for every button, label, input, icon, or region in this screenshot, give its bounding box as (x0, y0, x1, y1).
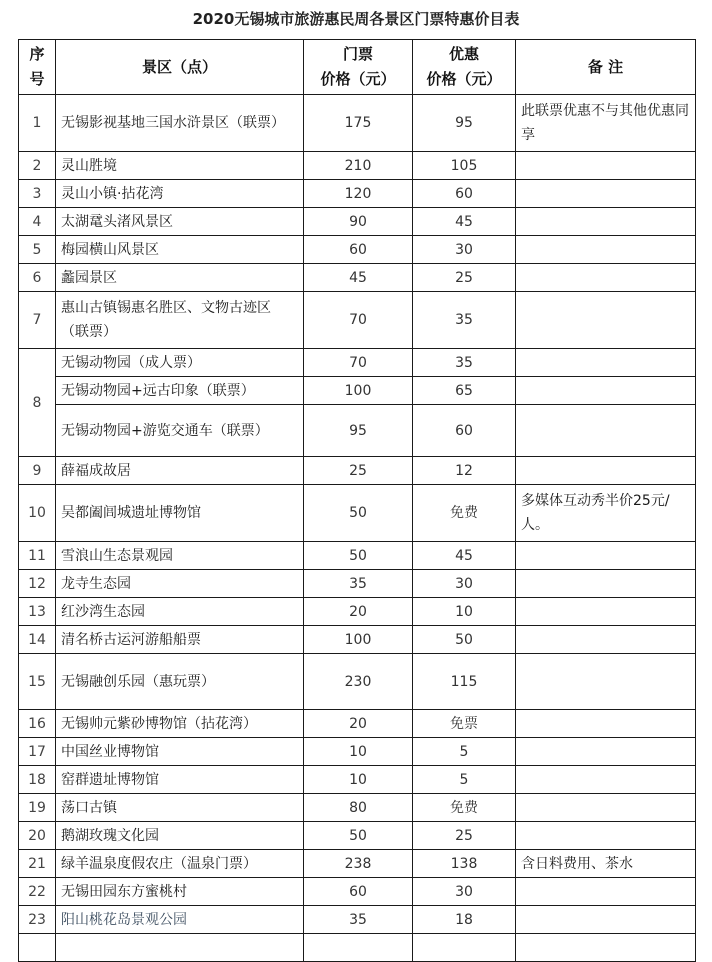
row-price: 45 (304, 264, 413, 292)
row-discount: 60 (413, 180, 516, 208)
row-discount: 25 (413, 822, 516, 850)
table-row (19, 457, 696, 485)
row-discount: 免票 (413, 710, 516, 738)
row-discount: 35 (413, 292, 516, 349)
table-row (19, 236, 696, 264)
row-discount: 5 (413, 738, 516, 766)
table-row (19, 292, 696, 349)
row-note: 此联票优惠不与其他优惠同享 (516, 95, 696, 152)
row-name: 中国丝业博物馆 (56, 738, 304, 766)
row-note (516, 794, 696, 822)
table-row (19, 180, 696, 208)
row-name: 无锡影视基地三国水浒景区（联票） (56, 95, 304, 152)
row-name: 雪浪山生态景观园 (56, 542, 304, 570)
table-row (19, 570, 696, 598)
row-index: 13 (19, 598, 56, 626)
row-name: 无锡帅元紫砂博物馆（拈花湾） (56, 710, 304, 738)
table-row (19, 850, 696, 878)
header-index: 序 号 (19, 40, 56, 95)
document-title: 2020无锡城市旅游惠民周各景区门票特惠价目表 (192, 10, 520, 28)
table-row (19, 906, 696, 934)
table-row (19, 405, 696, 457)
table-row-partial (19, 934, 696, 962)
row-index: 10 (19, 485, 56, 542)
row-note (516, 377, 696, 405)
row-name: 无锡田园东方蜜桃村 (56, 878, 304, 906)
row-name: 绿羊温泉度假农庄（温泉门票） (56, 850, 304, 878)
row-name: 薛福成故居 (56, 457, 304, 485)
row-price: 70 (304, 292, 413, 349)
row-note (516, 208, 696, 236)
row-discount: 138 (413, 850, 516, 878)
row-discount: 115 (413, 654, 516, 710)
row-note (516, 180, 696, 208)
row-discount: 10 (413, 598, 516, 626)
row-discount: 12 (413, 457, 516, 485)
row-note (516, 654, 696, 710)
row-name: 阳山桃花岛景观公园 (56, 906, 304, 934)
row-discount: 免费 (413, 794, 516, 822)
row-price: 60 (304, 236, 413, 264)
row-note (516, 457, 696, 485)
row-name: 龙寺生态园 (56, 570, 304, 598)
row-note (516, 236, 696, 264)
header-price: 门票 价格（元） (304, 40, 413, 95)
row-discount: 5 (413, 766, 516, 794)
row-name: 无锡融创乐园（惠玩票） (56, 654, 304, 710)
row-index: 22 (19, 878, 56, 906)
row-note (516, 598, 696, 626)
table-row (19, 626, 696, 654)
row-index: 6 (19, 264, 56, 292)
row-price: 20 (304, 710, 413, 738)
row-name: 惠山古镇锡惠名胜区、文物古迹区（联票） (56, 292, 304, 349)
header-name: 景区（点） (56, 40, 304, 95)
table-row (19, 766, 696, 794)
row-price: 120 (304, 180, 413, 208)
row-price: 230 (304, 654, 413, 710)
row-discount: 25 (413, 264, 516, 292)
row-index: 4 (19, 208, 56, 236)
row-note (516, 349, 696, 377)
row-note (516, 626, 696, 654)
row-name: 吴都阖闾城遗址博物馆 (56, 485, 304, 542)
row-price: 210 (304, 152, 413, 180)
row-name: 荡口古镇 (56, 794, 304, 822)
row-discount: 免费 (413, 485, 516, 542)
table-row (19, 377, 696, 405)
row-discount: 60 (413, 405, 516, 457)
row-note (516, 542, 696, 570)
table-row (19, 598, 696, 626)
table-row (19, 710, 696, 738)
row-index: 7 (19, 292, 56, 349)
row-name: 蠡园景区 (56, 264, 304, 292)
row-name: 灵山小镇·拈花湾 (56, 180, 304, 208)
row-price: 238 (304, 850, 413, 878)
row-discount: 18 (413, 906, 516, 934)
row-note (516, 152, 696, 180)
row-discount: 30 (413, 236, 516, 264)
row-price: 20 (304, 598, 413, 626)
row-note (516, 738, 696, 766)
row-note (516, 292, 696, 349)
row-index: 9 (19, 457, 56, 485)
row-discount: 95 (413, 95, 516, 152)
row-discount: 65 (413, 377, 516, 405)
row-index: 1 (19, 95, 56, 152)
table-row (19, 95, 696, 152)
row-discount: 45 (413, 208, 516, 236)
row-note: 多媒体互动秀半价25元/人。 (516, 485, 696, 542)
row-name: 梅园横山风景区 (56, 236, 304, 264)
row-name: 窑群遗址博物馆 (56, 766, 304, 794)
row-name: 清名桥古运河游船船票 (56, 626, 304, 654)
row-note: 含日料费用、茶水 (516, 850, 696, 878)
table-row (19, 208, 696, 236)
row-price: 80 (304, 794, 413, 822)
row-name: 无锡动物园（成人票） (56, 349, 304, 377)
table-row (19, 738, 696, 766)
row-discount: 50 (413, 626, 516, 654)
row-index: 8 (19, 349, 56, 457)
row-index: 19 (19, 794, 56, 822)
row-name: 太湖鼋头渚风景区 (56, 208, 304, 236)
header-note: 备 注 (516, 40, 696, 95)
row-index: 20 (19, 822, 56, 850)
row-index: 17 (19, 738, 56, 766)
row-note (516, 878, 696, 906)
row-discount: 30 (413, 570, 516, 598)
row-price: 175 (304, 95, 413, 152)
row-index: 16 (19, 710, 56, 738)
row-note (516, 822, 696, 850)
row-price: 10 (304, 766, 413, 794)
row-note (516, 766, 696, 794)
row-note (516, 405, 696, 457)
row-price: 10 (304, 738, 413, 766)
header-discount: 优惠 价格（元） (413, 40, 516, 95)
row-note (516, 710, 696, 738)
row-price: 100 (304, 377, 413, 405)
row-name: 红沙湾生态园 (56, 598, 304, 626)
row-price: 50 (304, 542, 413, 570)
row-discount: 30 (413, 878, 516, 906)
row-name: 灵山胜境 (56, 152, 304, 180)
row-price: 50 (304, 822, 413, 850)
row-price: 90 (304, 208, 413, 236)
row-price: 70 (304, 349, 413, 377)
row-discount: 35 (413, 349, 516, 377)
row-index: 21 (19, 850, 56, 878)
table-header-row (19, 40, 696, 95)
row-price: 35 (304, 906, 413, 934)
row-note (516, 570, 696, 598)
table-row (19, 152, 696, 180)
table-row (19, 542, 696, 570)
row-index: 3 (19, 180, 56, 208)
row-index: 23 (19, 906, 56, 934)
row-price: 95 (304, 405, 413, 457)
row-note (516, 906, 696, 934)
row-price: 100 (304, 626, 413, 654)
table-row (19, 822, 696, 850)
row-index: 5 (19, 236, 56, 264)
row-name: 无锡动物园+游览交通车（联票） (56, 405, 304, 457)
table-row (19, 485, 696, 542)
row-index: 15 (19, 654, 56, 710)
row-index: 12 (19, 570, 56, 598)
row-index: 2 (19, 152, 56, 180)
row-discount: 45 (413, 542, 516, 570)
row-name: 鹅湖玫瑰文化园 (56, 822, 304, 850)
table-row (19, 349, 696, 377)
row-price: 60 (304, 878, 413, 906)
row-index: 18 (19, 766, 56, 794)
row-index: 14 (19, 626, 56, 654)
row-price: 50 (304, 485, 413, 542)
table-row (19, 878, 696, 906)
row-note (516, 264, 696, 292)
table-row (19, 264, 696, 292)
price-table (18, 39, 696, 962)
row-index: 11 (19, 542, 56, 570)
row-price: 35 (304, 570, 413, 598)
row-name: 无锡动物园+远古印象（联票） (56, 377, 304, 405)
table-row (19, 794, 696, 822)
table-row (19, 654, 696, 710)
row-price: 25 (304, 457, 413, 485)
row-discount: 105 (413, 152, 516, 180)
